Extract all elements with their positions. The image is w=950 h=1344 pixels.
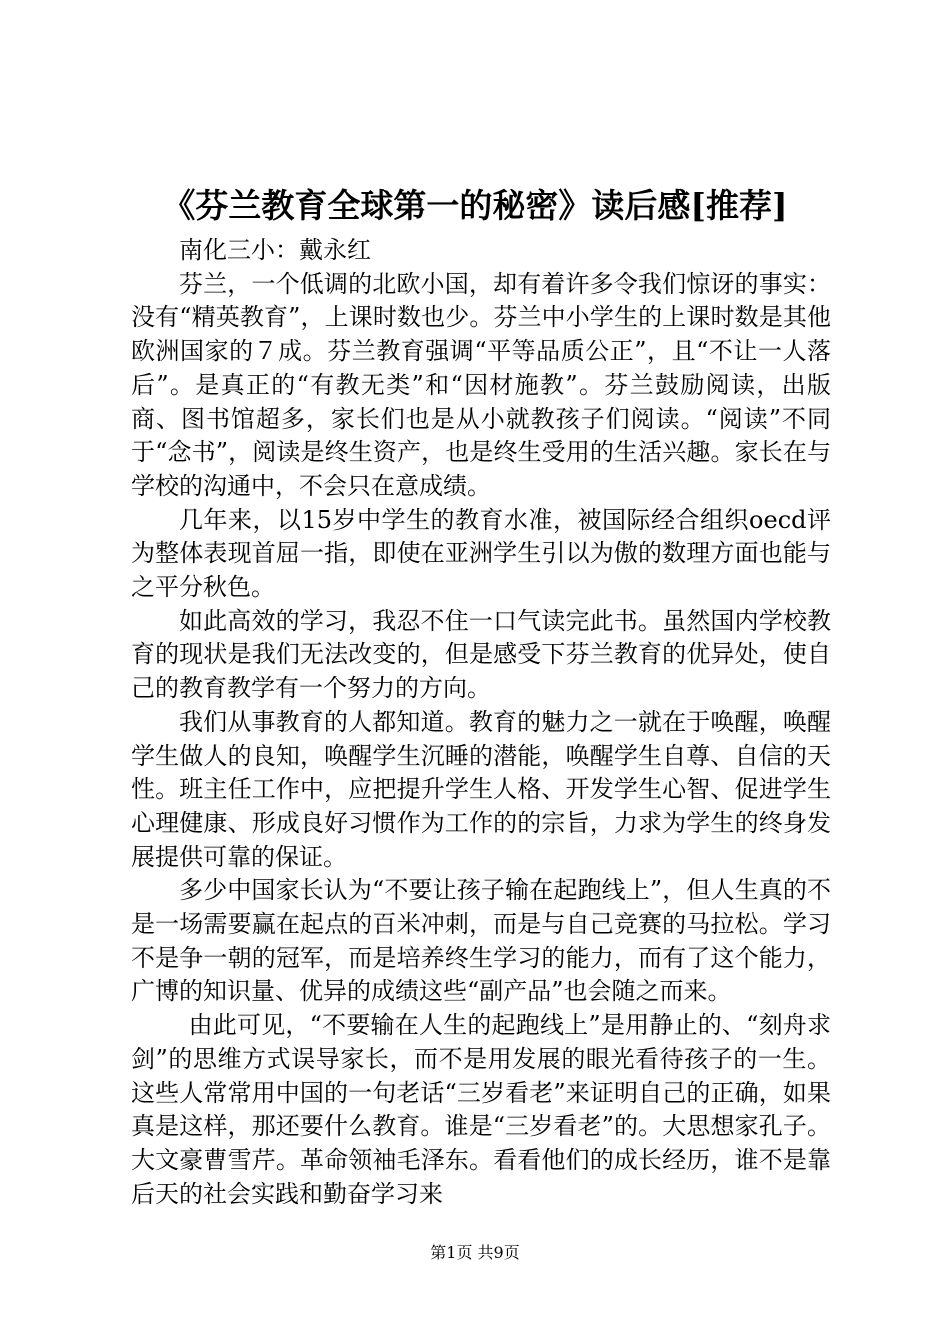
author-line: 南化三小：戴永红 — [179, 236, 371, 264]
paragraph-3: 如此高效的学习，我忍不住一口气读完此书。虽然国内学校教育的现状是我们无法改变的，但是感受下芬兰教育的优异处，使自己的教育教学有一个努力的方向。 — [131, 606, 831, 703]
paragraph-4: 我们从事教育的人都知道。教育的魅力之一就在于唤醒，唤醒学生做人的良知，唤醒学生沉睡的潜能，唤醒学生自尊、自信的天性。班主任工作中，应把提升学生人格、开发学生心智、促进学生心理健康、形成良好习惯作为工作的的宗旨，力求为学生的终身发展提供可靠的保证。 — [131, 707, 831, 871]
page-footer — [0, 1242, 950, 1264]
document-title: 《芬兰教育全球第一的秘密》读后感[推荐] — [162, 186, 788, 225]
paragraph-5: 多少中国家长认为“不要让孩子输在起跑线上”，但人生真的不是一场需要赢在起点的百米冲刺，而是与自己竞赛的马拉松。学习不是争一朝的冠军，而是培养终生学习的能力，而有了这个能力，广博的知识量、优异的成绩这些“副产品”也会随之而来。 — [131, 876, 831, 1006]
document-body — [131, 234, 831, 1211]
paragraph-6: 由此可见，“不要输在人生的起跑线上”是用静止的、“刻舟求剑”的思维方式误导家长，而不是用发展的眼光看待孩子的一生。这些人常常用中国的一句老话“三岁看老”来证明自己的正确，如果真是这样，那还要什么教育。谁是“三岁看老”的。大思想家孔子。大文豪曹雪芹。革命领袖毛泽东。看看他们的成长经历，谁不是靠后天的社会实践和勤奋学习来 — [131, 1011, 831, 1208]
paragraph-1: 芬兰，一个低调的北欧小国，却有着许多令我们惊讶的事实：没有“精英教育”，上课时数也少。芬兰中小学生的上课时数是其他欧洲国家的７成。芬兰教育强调“平等品质公正”，且“不让一人落后”。是真正的“有教无类”和“因材施教”。芬兰鼓励阅读，出版商、图书馆超多，家长们也是从小就教孩子们阅读。“阅读”不同于“念书”，阅读是终生资产，也是终生受用的生活兴趣。家长在与学校的沟通中，不会只在意成绩。 — [131, 269, 831, 500]
page-indicator: 第1页 共9页 — [430, 1243, 520, 1262]
paragraph-2: 几年来，以15岁中学生的教育水准，被国际经合组织oecd评为整体表现首屈一指，即使在亚洲学生引以为傲的数理方面也能与之平分秋色。 — [131, 505, 831, 602]
